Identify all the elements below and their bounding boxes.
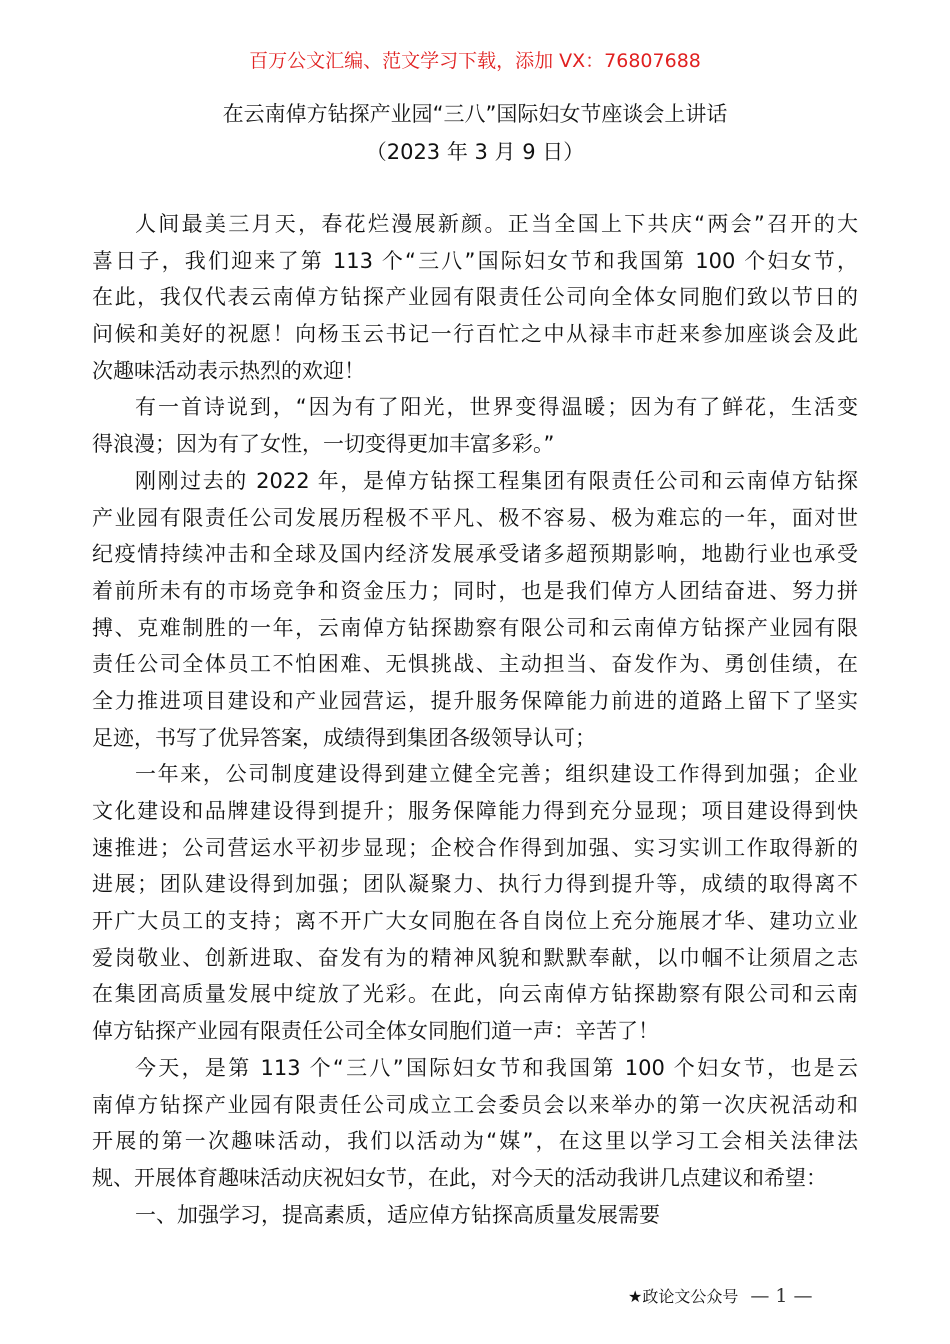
paragraph-line: 搏、克难制胜的一年，云南倬方钻探勘察有限公司和云南倬方钻探产业园有限 [92, 615, 858, 640]
paragraph-line: 速推进；公司营运水平初步显现；企校合作得到加强、实习实训工作取得新的 [92, 835, 858, 860]
paragraph-line: 产业园有限责任公司发展历程极不平凡、极不容易、极为难忘的一年，面对世 [92, 505, 858, 530]
document-title: 在云南倬方钻探产业园“三八”国际妇女节座谈会上讲话 [222, 102, 728, 126]
paragraph-line: 全力推进项目建设和产业园营运，提升服务保障能力前进的道路上留下了坚实 [92, 688, 858, 713]
paragraph-line: 一、加强学习，提高素质，适应倬方钻探高质量发展需要 [135, 1202, 660, 1227]
paragraph-line: 今天，是第 113 个“三八”国际妇女节和我国第 100 个妇女节，也是云 [135, 1055, 858, 1080]
paragraph [92, 463, 858, 757]
paragraph-line: 在此，我仅代表云南倬方钻探产业园有限责任公司向全体女同胞们致以节日的 [92, 285, 858, 310]
paragraph-line: 文化建设和品牌建设得到提升；服务保障能力得到充分显现；项目建设得到快 [92, 799, 858, 823]
paragraph [92, 756, 858, 1050]
paragraph [92, 1197, 858, 1234]
document-body [92, 206, 858, 1233]
watermark-banner: 百万公文汇编、范文学习下载，添加 VX：76807688 [249, 50, 701, 72]
footer-source: ★政论文公众号 [628, 1287, 739, 1306]
paragraph-line: 着前所未有的市场竞争和资金压力；同时，也是我们倬方人团结奋进、努力拼 [92, 578, 858, 603]
page-number: — 1 — [750, 1284, 813, 1307]
paragraph-line: 有一首诗说到，“因为有了阳光，世界变得温暖；因为有了鲜花，生活变 [135, 395, 858, 420]
paragraph-line: 规、开展体育趣味活动庆祝妇女节，在此，对今天的活动我讲几点建议和希望： [92, 1165, 827, 1190]
paragraph [92, 389, 858, 462]
paragraph-line: 刚刚过去的 2022 年，是倬方钻探工程集团有限责任公司和云南倬方钻探 [135, 468, 858, 493]
document-date: （2023 年 3 月 9 日） [365, 140, 585, 164]
paragraph-line: 在集团高质量发展中绽放了光彩。在此，向云南倬方钻探勘察有限公司和云南 [92, 982, 858, 1007]
paragraph-line: 爱岗敬业、创新进取、奋发有为的精神风貌和默默奉献，以巾帼不让须眉之志 [92, 945, 858, 970]
paragraph-line: 纪疫情持续冲击和全球及国内经济发展承受诸多超预期影响，地勘行业也承受 [92, 542, 858, 567]
paragraph-line: 进展；团队建设得到加强；团队凝聚力、执行力得到提升等，成绩的取得离不 [92, 872, 858, 897]
paragraph-line: 次趣味活动表示热烈的欢迎！ [92, 358, 365, 383]
paragraph-line: 一年来，公司制度建设得到建立健全完善；组织建设工作得到加强；企业 [135, 762, 858, 787]
paragraph [92, 1050, 858, 1197]
paragraph-line: 南倬方钻探产业园有限责任公司成立工会委员会以来举办的第一次庆祝活动和 [92, 1092, 858, 1117]
paragraph-line: 人间最美三月天，春花烂漫展新颜。正当全国上下共庆“两会”召开的大 [135, 212, 858, 236]
paragraph-line: 责任公司全体员工不怕困难、无惧挑战、主动担当、奋发作为、勇创佳绩，在 [92, 652, 858, 677]
paragraph-line: 开展的第一次趣味活动，我们以活动为“媒”，在这里以学习工会相关法律法 [92, 1129, 858, 1154]
paragraph [92, 206, 858, 389]
paragraph-line: 足迹，书写了优异答案，成绩得到集团各级领导认可； [92, 725, 596, 750]
paragraph-line: 喜日子，我们迎来了第 113 个“三八”国际妇女节和我国第 100 个妇女节， [92, 248, 858, 273]
paragraph-line: 开广大员工的支持；离不开广大女同胞在各自岗位上充分施展才华、建功立业 [92, 909, 858, 934]
paragraph-line: 问候和美好的祝愿！向杨玉云书记一行百忙之中从禄丰市赶来参加座谈会及此 [92, 322, 858, 347]
page-footer [628, 1284, 813, 1307]
paragraph-line: 倬方钻探产业园有限责任公司全体女同胞们道一声：辛苦了！ [92, 1019, 659, 1044]
paragraph-line: 得浪漫；因为有了女性，一切变得更加丰富多彩。” [92, 432, 555, 457]
